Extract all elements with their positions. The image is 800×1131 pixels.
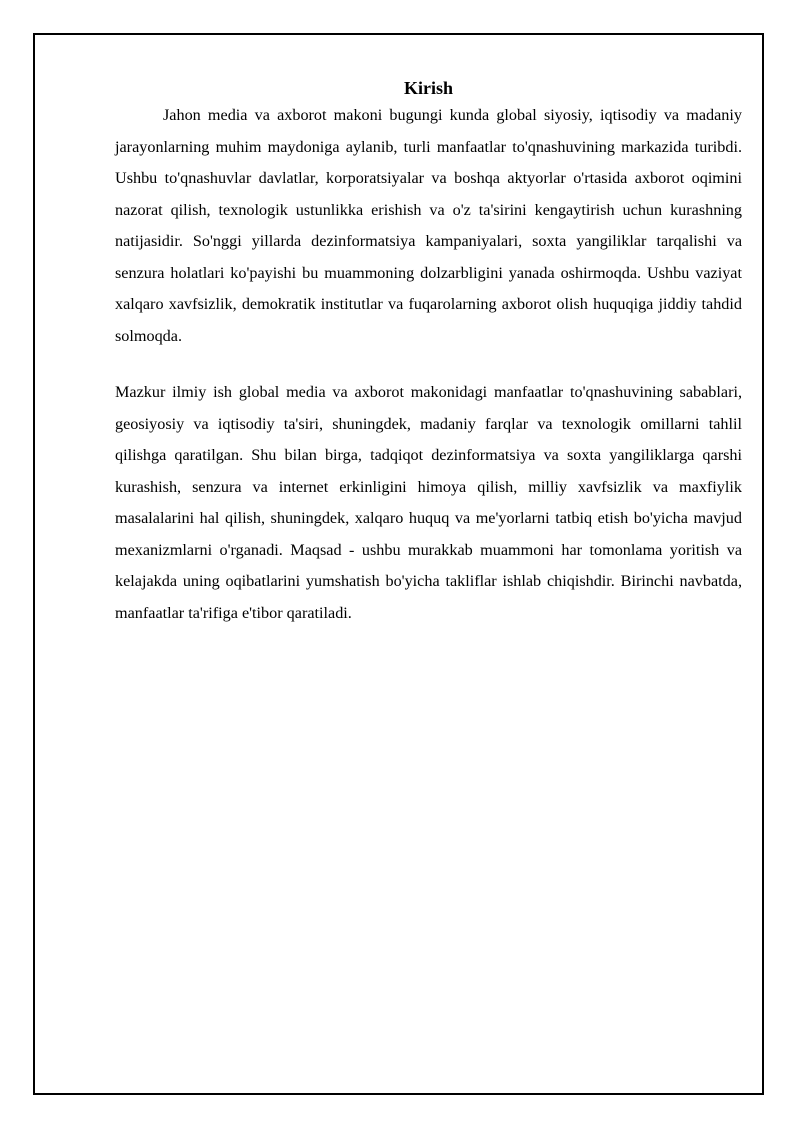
paragraph-gap xyxy=(115,352,742,377)
page-title: Kirish xyxy=(403,78,453,98)
document-body xyxy=(115,76,742,629)
paragraph-2: Mazkur ilmiy ish global media va axborot makonidagi manfaatlar to'qnashuvining sabablari, geosiyosiy va iqtisodiy ta'siri, shuningdek, madaniy farqlar va texnologik omillarni tahlil qilishga qaratilgan. Shu bilan birga, tadqiqot dezinformatsiya va soxta yangiliklarga qarshi kurashish, senzura va internet erkinligini himoya qilish, milliy xavfsizlik va maxfiylik masalalarini hal qilish, shuningdek, xalqaro huquq va me'yorlarni tatbiq etish bo'yicha mavjud mexanizmlarni o'rganadi. Maqsad - ushbu murakkab muammoni har tomonlama yoritish va kelajakda uning oqibatlarini yumshatish bo'yicha takliflar ishlab chiqishdir. Birinchi navbatda, manfaatlar ta'rifiga e'tibor qaratiladi. xyxy=(115,383,742,622)
paragraph-1: Jahon media va axborot makoni bugungi kunda global siyosiy, iqtisodiy va madaniy jarayonlarning muhim maydoniga aylanib, turli manfaatlar to'qnashuvining markazida turibdi. Ushbu to'qnashuvlar davlatlar, korporatsiyalar va boshqa aktyorlar o'rtasida axborot oqimini nazorat qilish, texnologik ustunlikka erishish va o'z ta'sirini kengaytirish uchun kurashning natijasidir. So'nggi yillarda dezinformatsiya kampaniyalari, soxta yangiliklar tarqalishi va senzura holatlari ko'payishi bu muammoning dolzarbligini yanada oshirmoqda. Ushbu vaziyat xalqaro xavfsizlik, demokratik institutlar va fuqarolarning axborot olish huquqiga jiddiy tahdid solmoqda. xyxy=(115,106,742,345)
